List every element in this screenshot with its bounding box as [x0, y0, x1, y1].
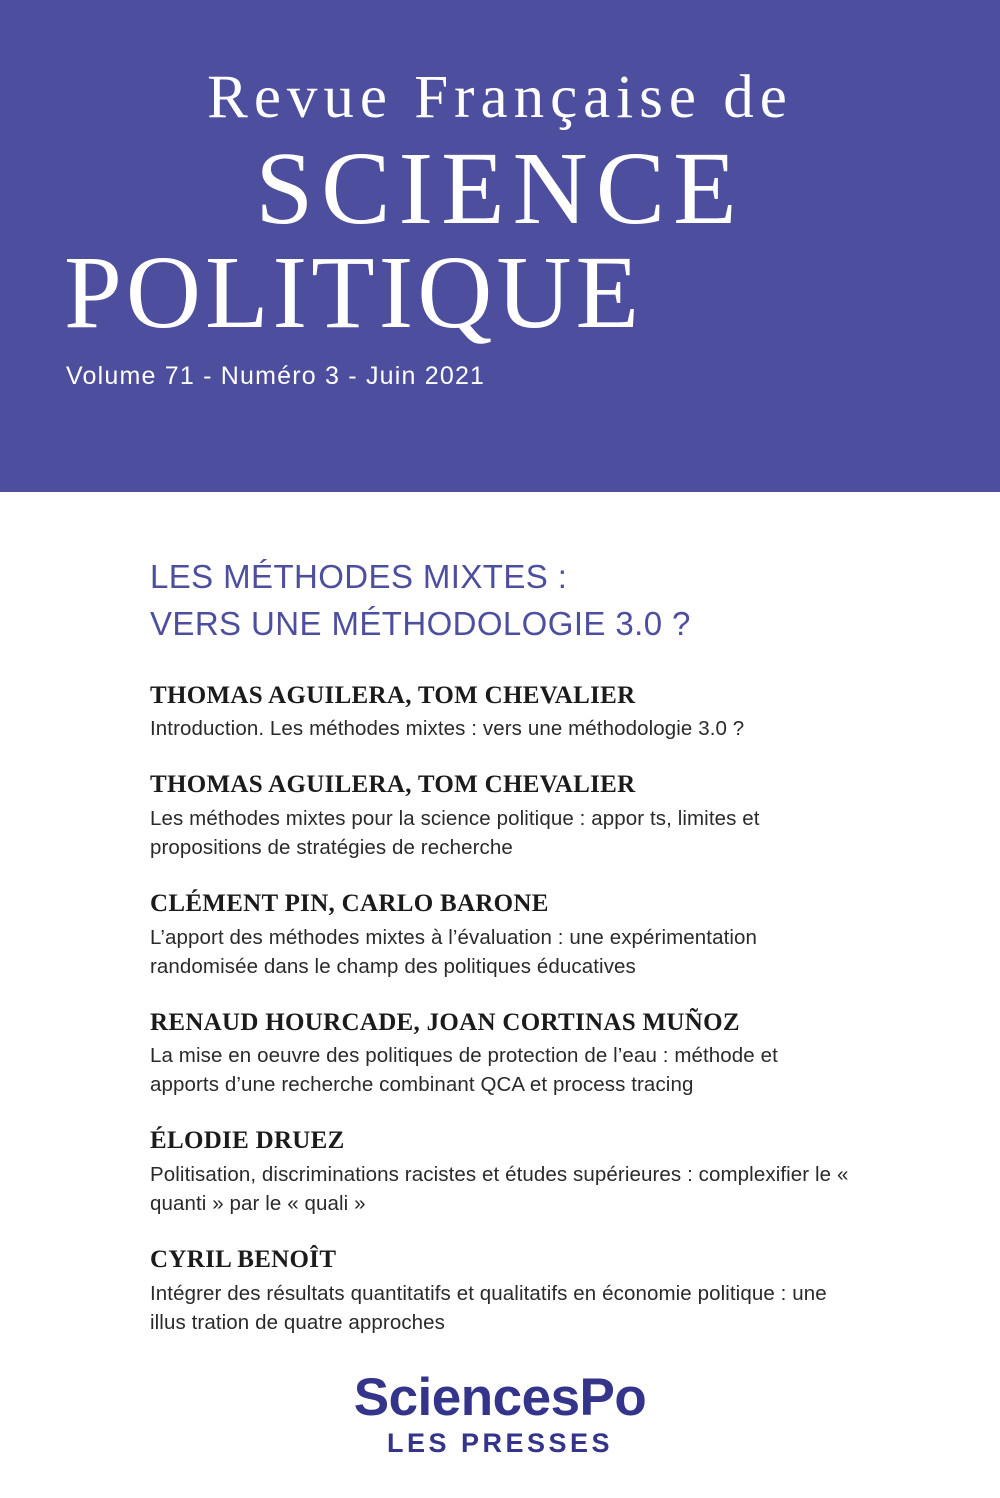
journal-title-line-2: SCIENCE — [255, 130, 745, 246]
journal-masthead — [0, 0, 1000, 492]
issue-line: Volume 71 - Numéro 3 - Juin 2021 — [66, 361, 486, 390]
dossier-title — [150, 554, 850, 648]
article-authors: THOMAS AGUILERA, TOM CHEVALIER — [150, 771, 636, 799]
dossier-title-line-2: VERS UNE MÉTHODOLOGIE 3.0 ? — [150, 604, 691, 642]
list-item — [150, 682, 850, 744]
journal-title — [60, 64, 940, 350]
list-item — [150, 1246, 850, 1337]
article-title: La mise en oeuvre des politiques de protection de l’eau : méthode et apports d’une recherche combinant QCA et process tracing — [150, 1044, 778, 1097]
article-title: L’apport des méthodes mixtes à l’évaluation : une expérimentation randomisée dans le champ des politiques éducatives — [150, 925, 758, 978]
article-title: Intégrer des résultats quantitatifs et qualitatifs en économie politique : une illus tration de quatre approches — [150, 1281, 827, 1334]
journal-title-line-1: Revue Française de — [207, 64, 793, 131]
article-authors: RENAUD HOURCADE, JOAN CORTINAS MUÑOZ — [150, 1008, 740, 1036]
article-authors: THOMAS AGUILERA, TOM CHEVALIER — [150, 681, 636, 709]
article-authors: CYRIL BENOÎT — [150, 1246, 337, 1274]
list-item — [150, 1127, 850, 1218]
cover-contents — [0, 492, 1000, 1459]
list-item — [150, 1009, 850, 1100]
list-item — [150, 771, 850, 862]
article-authors: CLÉMENT PIN, CARLO BARONE — [150, 890, 549, 918]
journal-title-line-3: POLITIQUE — [64, 234, 644, 350]
article-title: Les méthodes mixtes pour la science politique : appor ts, limites et propositions de stratégies de recherche — [150, 806, 760, 859]
article-title: Introduction. Les méthodes mixtes : vers une méthodologie 3.0 ? — [150, 717, 745, 741]
article-authors: ÉLODIE DRUEZ — [150, 1127, 345, 1155]
publisher-tagline: LES PRESSES — [386, 1427, 614, 1458]
publisher-name: SciencesPo — [353, 1367, 647, 1427]
article-title: Politisation, discriminations racistes et études supérieures : complexifier le « quanti » par le « quali » — [150, 1162, 849, 1216]
publisher-logo — [150, 1367, 850, 1459]
list-item — [150, 890, 850, 981]
dossier-title-line-1: LES MÉTHODES MIXTES : — [150, 558, 568, 595]
